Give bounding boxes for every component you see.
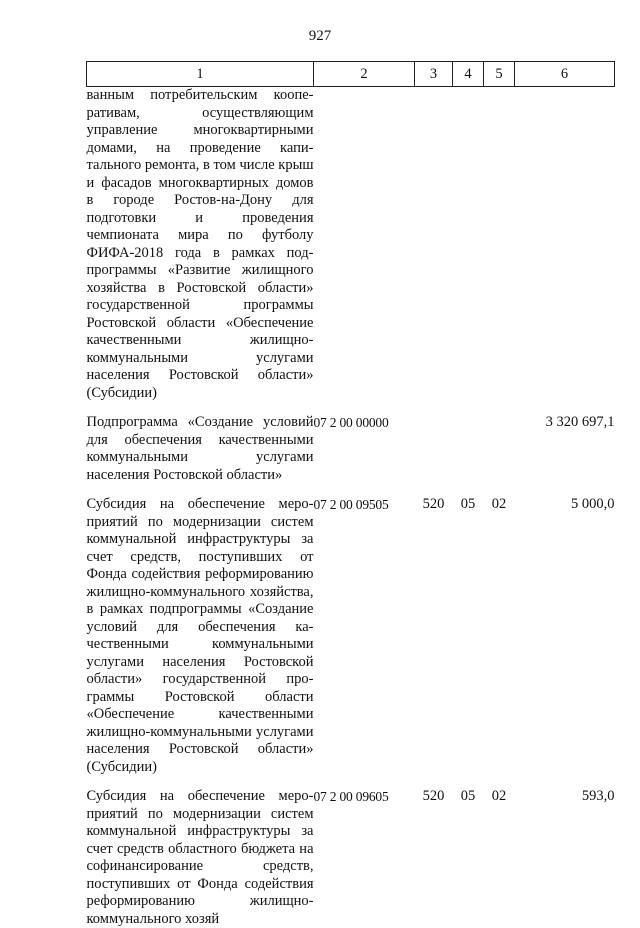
row-description: Субсидия на обеспечение мероприятий по модернизации систем коммунальной инфраструктуры за счет средств областного бюджета на софинансирование средств, поступивших от Фонда содействия реформированию жилищно-коммунального хозяй bbox=[87, 788, 314, 928]
row-description: Подпрограмма «Создание условий для обеспечения качественными коммунальными услугами населения Ростовской области» bbox=[87, 414, 314, 484]
row-expense-type bbox=[415, 414, 453, 484]
column-header-5: 5 bbox=[484, 62, 515, 87]
row-subsection: 02 bbox=[484, 496, 515, 776]
row-target-code bbox=[314, 87, 415, 403]
budget-table bbox=[86, 61, 615, 928]
row-spacer bbox=[87, 402, 615, 414]
column-header-3: 3 bbox=[415, 62, 453, 87]
column-header-1: 1 bbox=[87, 62, 314, 87]
table-row bbox=[87, 496, 615, 776]
row-target-code: 07 2 00 09605 bbox=[314, 788, 415, 928]
column-header-4: 4 bbox=[453, 62, 484, 87]
row-expense-type: 520 bbox=[415, 496, 453, 776]
column-header-6: 6 bbox=[515, 62, 615, 87]
table-row bbox=[87, 414, 615, 484]
row-target-code: 07 2 00 00000 bbox=[314, 414, 415, 484]
row-amount: 3 320 697,1 bbox=[515, 414, 615, 484]
row-section: 05 bbox=[453, 788, 484, 928]
column-number-row bbox=[87, 62, 615, 87]
row-amount bbox=[515, 87, 615, 403]
table-body bbox=[87, 87, 615, 928]
row-expense-type bbox=[415, 87, 453, 403]
column-header-2: 2 bbox=[314, 62, 415, 87]
row-target-code: 07 2 00 09505 bbox=[314, 496, 415, 776]
table-row bbox=[87, 788, 615, 928]
row-section bbox=[453, 414, 484, 484]
row-description: Субсидия на обеспечение мероприятий по модернизации систем коммунальной инфраструктуры за счет средств, поступивших от Фонда содействия реформированию жилищно-коммунального хозяйства, в рамках подпрограммы «Создание условий для обеспечения качественными коммунальными услугами населения Ростовской области» государственной программы Ростовской области «Обеспечение качественными жилищно-коммунальными услугами населения Ростовской области» (Субсидии) bbox=[87, 496, 314, 776]
table-row bbox=[87, 87, 615, 403]
row-amount: 5 000,0 bbox=[515, 496, 615, 776]
row-subsection: 02 bbox=[484, 788, 515, 928]
row-spacer bbox=[87, 776, 615, 788]
row-description: ванным потребительским кооперативам, осуществляющим управление многоквартирными домами, на проведение капитального ремонта, в том числе крыш и фасадов многоквартирных домов в городе Ростов-на-Дону для подготовки и проведения чемпионата мира по футболу ФИФА-2018 года в рамках подпрограммы «Развитие жилищного хозяйства в Ростовской области» государственной программы Ростовской области «Обеспечение качественными жилищно-коммунальными услугами населения Ростовской области» (Субсидии) bbox=[87, 87, 314, 403]
row-section bbox=[453, 87, 484, 403]
row-spacer bbox=[87, 484, 615, 496]
row-expense-type: 520 bbox=[415, 788, 453, 928]
row-amount: 593,0 bbox=[515, 788, 615, 928]
table-header bbox=[87, 62, 615, 87]
row-section: 05 bbox=[453, 496, 484, 776]
row-subsection bbox=[484, 87, 515, 403]
row-subsection bbox=[484, 414, 515, 484]
page-number: 927 bbox=[0, 28, 640, 45]
